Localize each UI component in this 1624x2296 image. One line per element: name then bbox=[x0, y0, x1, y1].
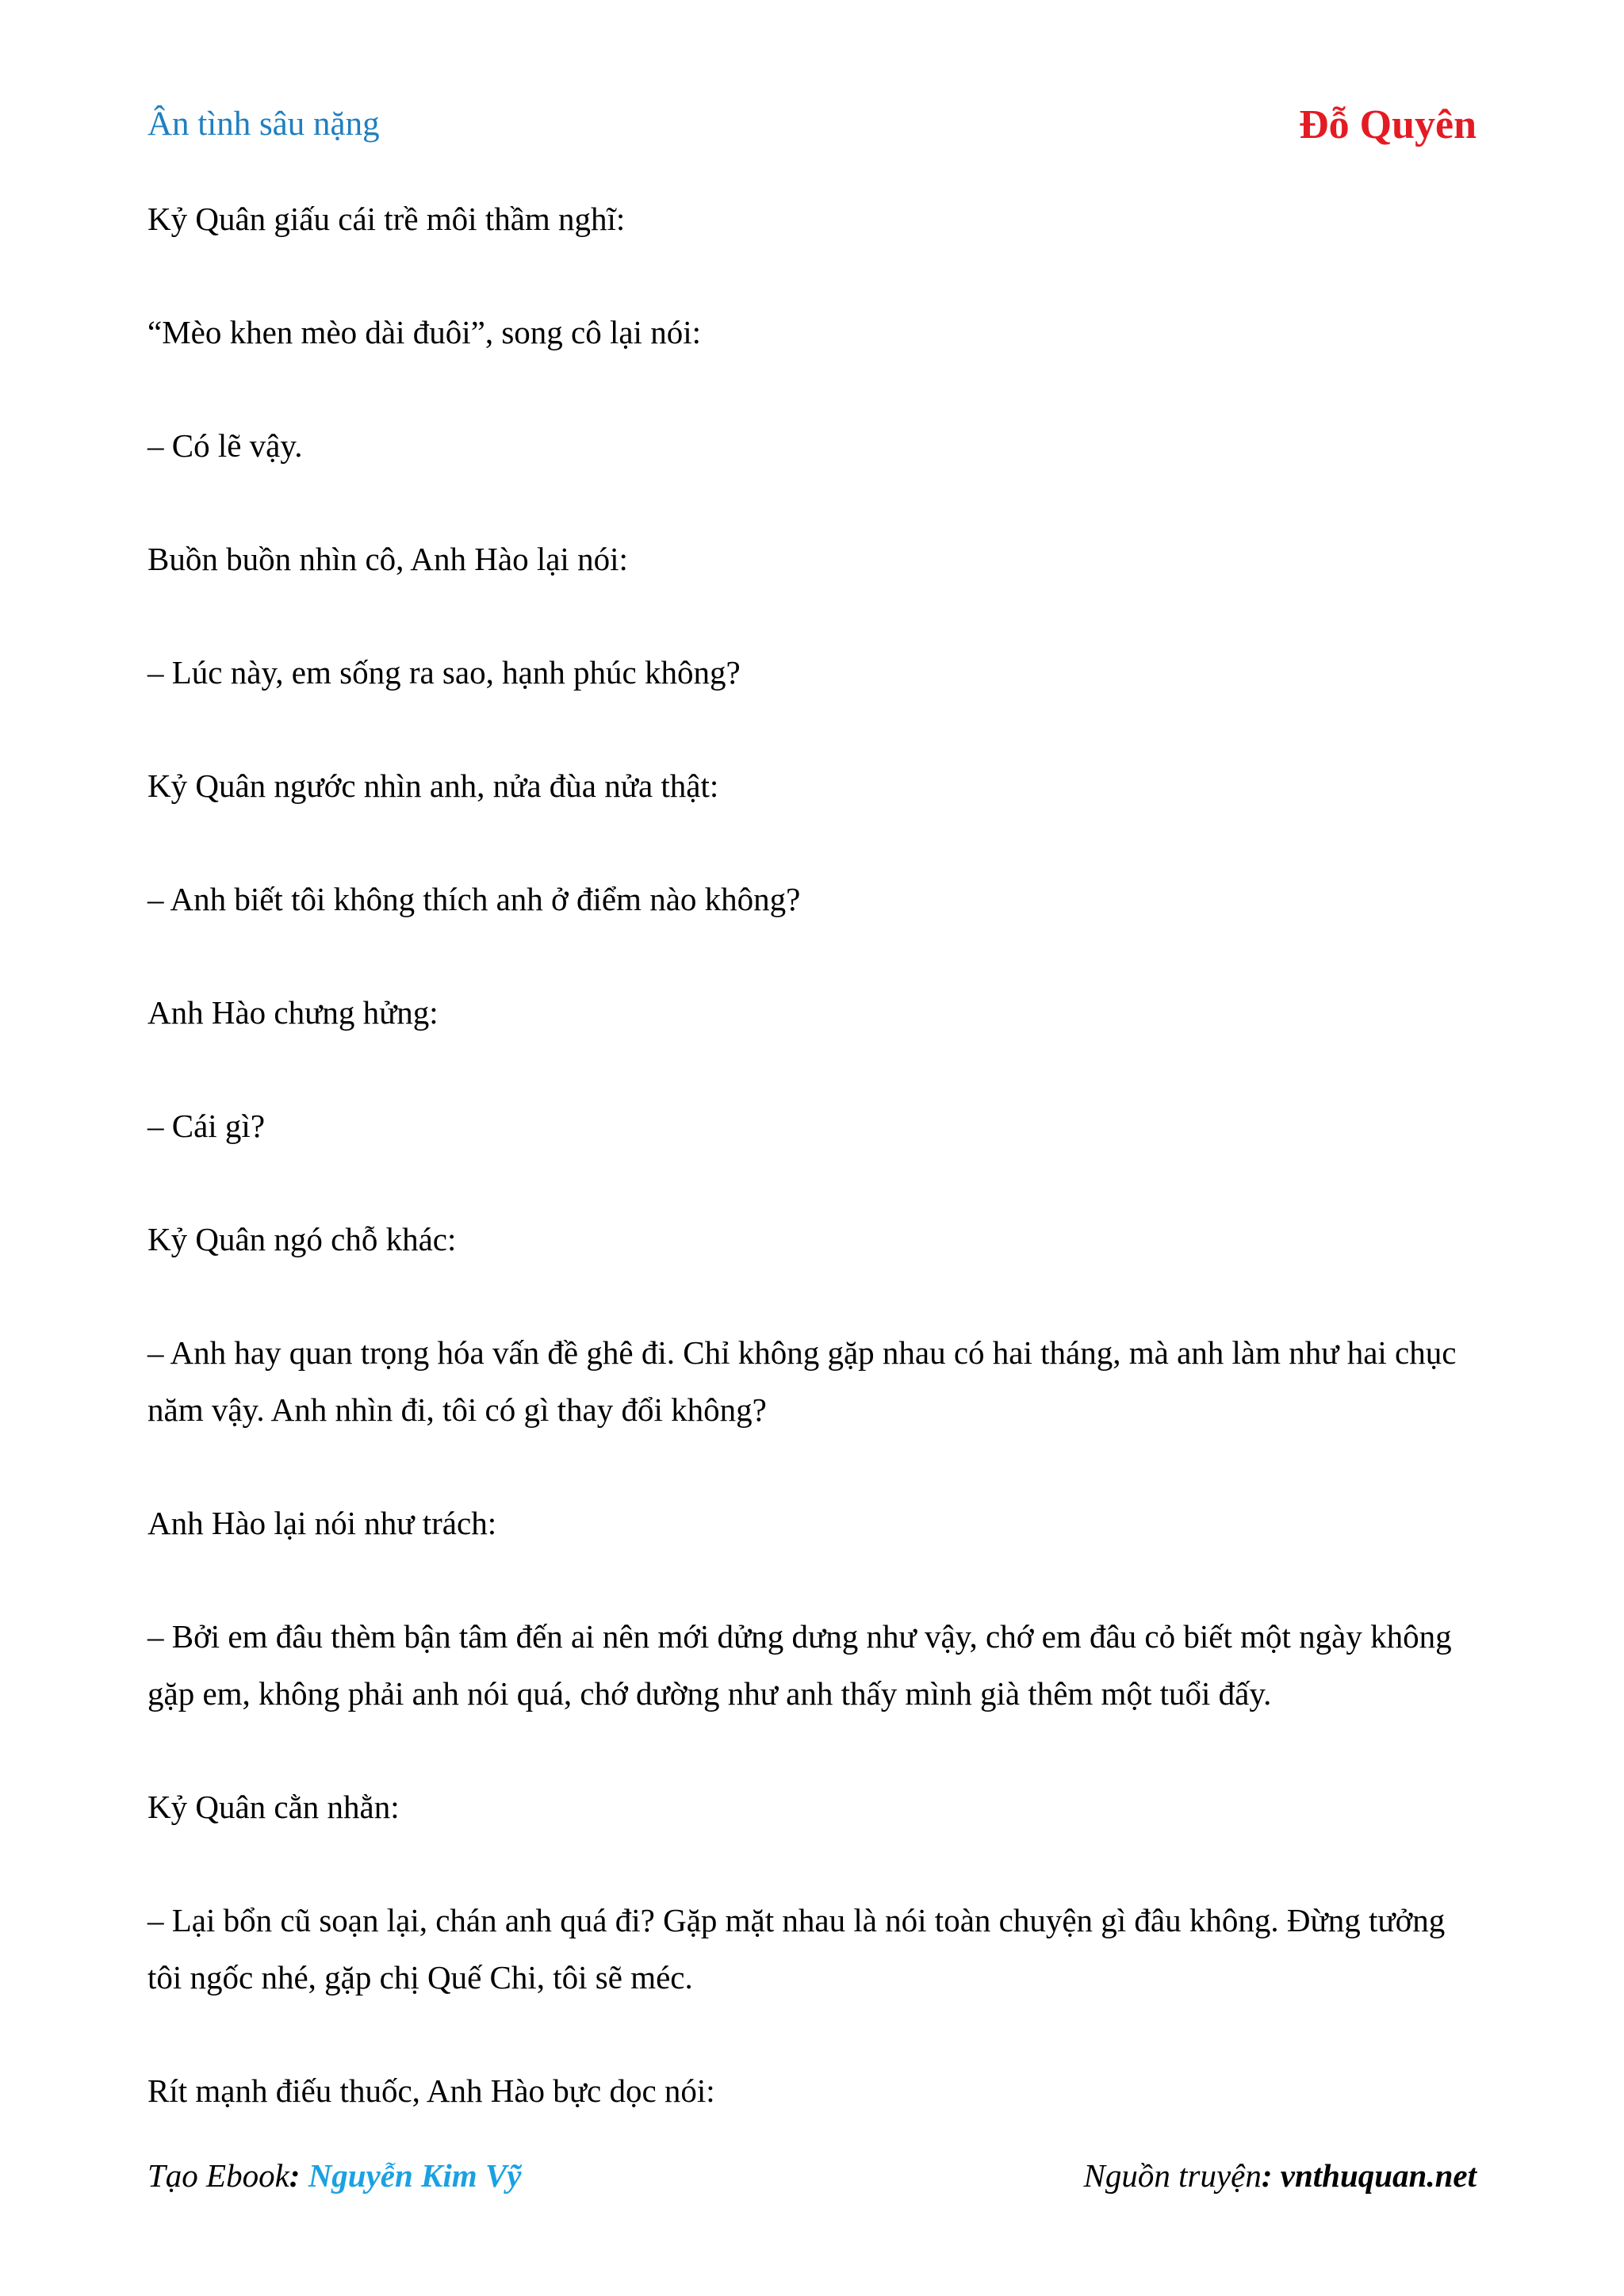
paragraph: – Có lẽ vậy. bbox=[147, 427, 303, 464]
page-header bbox=[147, 101, 1477, 157]
paragraph: Kỷ Quân ngó chỗ khác: bbox=[147, 1221, 457, 1257]
ebook-creator-name: Nguyễn Kim Vỹ bbox=[308, 2157, 522, 2194]
paragraph: Anh Hào lại nói như trách: bbox=[147, 1505, 497, 1541]
paragraph: – Bởi em đâu thèm bận tâm đến ai nên mới dửng dưng như vậy, chớ em đâu cỏ biết một ngày không gặp em, không phải anh nói quá, chớ dường như anh thấy mình già thêm một tuổi đấy. bbox=[147, 1618, 1452, 1712]
paragraph: “Mèo khen mèo dài đuôi”, song cô lại nói: bbox=[147, 314, 701, 350]
ebook-colon: : bbox=[289, 2157, 308, 2194]
paragraph: Buồn buồn nhìn cô, Anh Hào lại nói: bbox=[147, 541, 628, 577]
author-name: Đỗ Quyên bbox=[1299, 102, 1477, 147]
paragraph: – Anh biết tôi không thích anh ở điểm nào không? bbox=[147, 881, 801, 917]
paragraph: – Cái gì? bbox=[147, 1108, 266, 1144]
ebook-credit bbox=[147, 2156, 522, 2195]
paragraph: – Lại bổn cũ soạn lại, chán anh quá đi? Gặp mặt nhau là nói toàn chuyện gì đâu không. Đừng tưởng tôi ngốc nhé, gặp chị Quế Chi, tôi sẽ méc. bbox=[147, 1902, 1446, 1996]
source-colon: : bbox=[1261, 2157, 1281, 2194]
story-text bbox=[147, 190, 1480, 2175]
book-title: Ân tình sâu nặng bbox=[147, 105, 380, 143]
paragraph: Kỷ Quân giấu cái trề môi thầm nghĩ: bbox=[147, 201, 626, 237]
paragraph: Anh Hào chưng hửng: bbox=[147, 994, 439, 1031]
paragraph: – Lúc này, em sống ra sao, hạnh phúc không? bbox=[147, 654, 741, 691]
source-site: vnthuquan.net bbox=[1280, 2157, 1477, 2194]
paragraph: – Anh hay quan trọng hóa vấn đề ghê đi. Chỉ không gặp nhau có hai tháng, mà anh làm như hai chục năm vậy. Anh nhìn đi, tôi có gì thay đổi không? bbox=[147, 1334, 1457, 1428]
source-label: Nguồn truyện bbox=[1083, 2157, 1262, 2194]
paragraph: Rít mạnh điếu thuốc, Anh Hào bực dọc nói: bbox=[147, 2072, 715, 2109]
paragraph: Kỷ Quân ngước nhìn anh, nửa đùa nửa thật: bbox=[147, 767, 719, 804]
page-footer bbox=[147, 2156, 1477, 2204]
source-credit bbox=[1084, 2156, 1477, 2195]
ebook-label: Tạo Ebook bbox=[147, 2157, 289, 2194]
paragraph: Kỷ Quân cằn nhằn: bbox=[147, 1789, 400, 1825]
